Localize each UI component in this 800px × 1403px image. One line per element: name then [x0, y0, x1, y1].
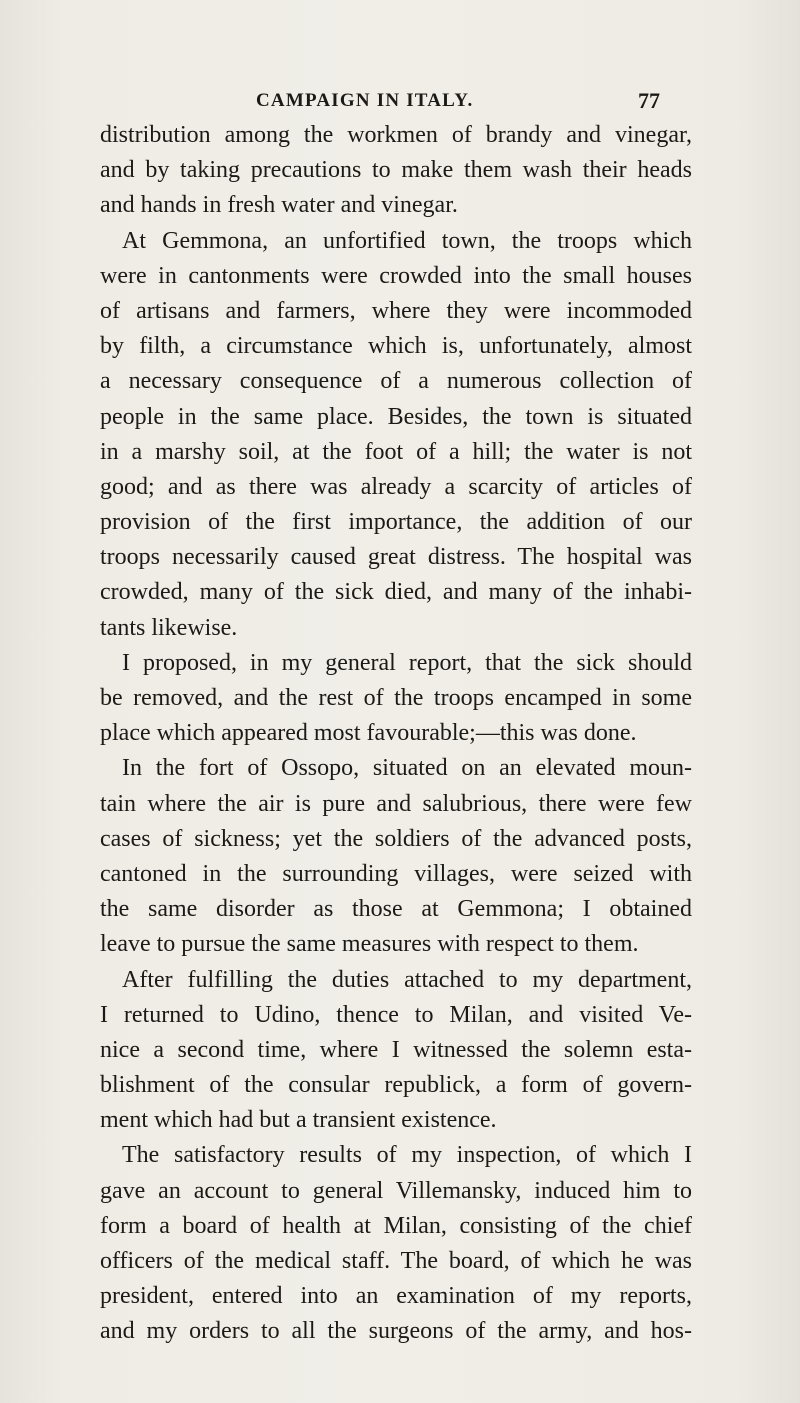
running-title: CAMPAIGN IN ITALY.: [256, 90, 474, 111]
text-line: president, entered into an examination of my reports,: [100, 1283, 692, 1310]
text-line: people in the same place. Besides, the town is situated: [100, 403, 692, 430]
text-line: The satisfactory results of my inspection, of which I: [122, 1142, 692, 1169]
text-line: provision of the first importance, the addition of our: [100, 509, 692, 536]
text-line: place which appeared most favourable;—this was done.: [100, 720, 637, 747]
text-line: At Gemmona, an unfortified town, the troops which: [122, 227, 692, 254]
text-line: and my orders to all the surgeons of the army, and hos-: [100, 1318, 692, 1345]
text-line: form a board of health at Milan, consisting of the chief: [100, 1212, 692, 1239]
text-line: a necessary consequence of a numerous collection of: [100, 368, 692, 395]
text-line: officers of the medical staff. The board, of which he was: [100, 1248, 692, 1274]
text-line: the same disorder as those at Gemmona; I obtained: [100, 896, 692, 923]
text-line: and hands in fresh water and vinegar.: [100, 192, 458, 219]
text-line: and by taking precautions to make them wash their heads: [100, 157, 692, 184]
text-line: of artisans and farmers, where they were incommoded: [100, 297, 692, 324]
running-head: [220, 88, 660, 114]
text-line: leave to pursue the same measures with respect to them.: [100, 931, 639, 958]
text-line: in a marshy soil, at the foot of a hill; the water is not: [100, 438, 692, 465]
text-line: In the fort of Ossopo, situated on an elevated moun-: [122, 755, 692, 782]
text-line: nice a second time, where I witnessed the solemn esta-: [100, 1036, 692, 1063]
text-line: troops necessarily caused great distress. The hospital was: [100, 544, 692, 571]
text-line: ment which had but a transient existence.: [100, 1107, 497, 1134]
text-line: cases of sickness; yet the soldiers of the advanced posts,: [100, 825, 692, 852]
text-line: I returned to Udino, thence to Milan, and visited Ve-: [100, 1001, 692, 1028]
text-line: tants likewise.: [100, 614, 238, 641]
text-line: be removed, and the rest of the troops encamped in some: [100, 685, 692, 711]
text-line: cantoned in the surrounding villages, were seized with: [100, 860, 692, 887]
text-line: After fulfilling the duties attached to my department,: [122, 966, 692, 993]
text-line: I proposed, in my general report, that the sick should: [122, 649, 692, 676]
text-line: tain where the air is pure and salubrious, there were few: [100, 790, 692, 817]
text-line: crowded, many of the sick died, and many of the inhabi-: [100, 579, 692, 606]
text-line: distribution among the workmen of brandy and vinegar,: [100, 122, 692, 148]
text-line: were in cantonments were crowded into the small houses: [100, 262, 692, 289]
text-line: by filth, a circumstance which is, unfortunately, almost: [100, 333, 692, 360]
text-line: gave an account to general Villemansky, induced him to: [100, 1177, 692, 1204]
text-line: blishment of the consular republick, a form of govern-: [100, 1072, 692, 1099]
text-line: good; and as there was already a scarcity of articles of: [100, 473, 692, 500]
body-text: [100, 118, 692, 1350]
page-number: 77: [638, 88, 660, 113]
